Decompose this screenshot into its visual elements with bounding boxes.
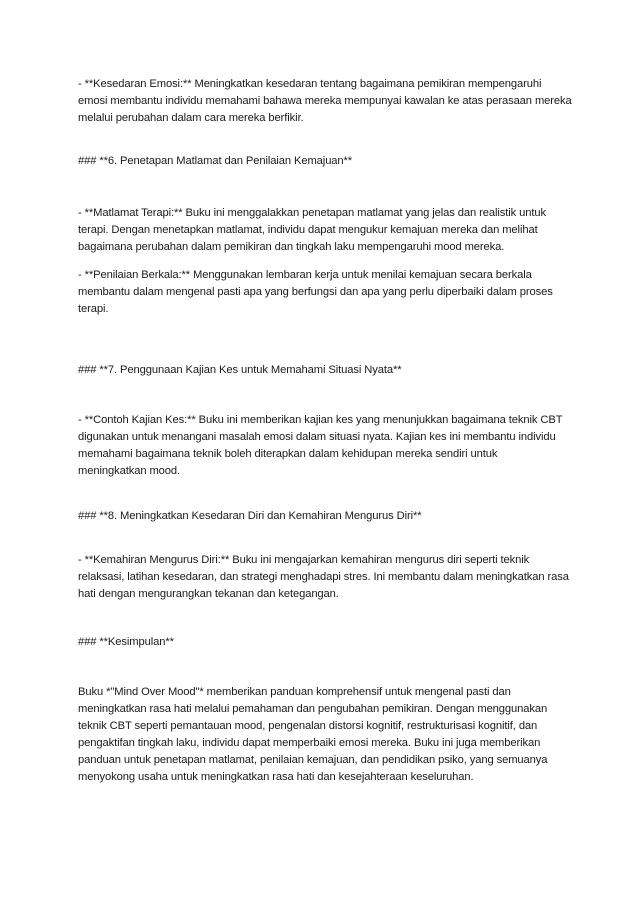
text-line: meningkatkan mood.	[78, 465, 181, 477]
paragraph-kesimpulan	[78, 684, 568, 786]
text-line: - **Kemahiran Mengurus Diri:** Buku ini mengajarkan kemahiran mengurus diri seperti teknik	[78, 554, 530, 566]
text-line: - **Contoh Kajian Kes:** Buku ini memberikan kajian kes yang menunjukkan bagaimana teknik CBT	[78, 414, 563, 426]
text-line: - **Kesedaran Emosi:** Meningkatkan kesedaran tentang bagaimana pemikiran mempengaruhi	[78, 78, 542, 90]
bullet-penilaian-berkala	[78, 267, 568, 318]
heading-section-8	[78, 508, 568, 525]
text-line: - **Matlamat Terapi:** Buku ini menggalakkan penetapan matlamat yang jelas dan realistik untuk	[78, 207, 546, 219]
text-line: emosi membantu individu memahami bahawa mereka mempunyai kawalan ke atas perasaan mereka	[78, 95, 572, 107]
heading-section-7	[78, 362, 568, 379]
text-line: relaksasi, latihan kesedaran, dan strategi menghadapi stres. Ini membantu dalam meningkatkan rasa	[78, 571, 569, 583]
text-line: bagaimana perubahan dalam pemikiran dan tingkah laku mempengaruhi mood mereka.	[78, 241, 505, 253]
heading-text: ### **Kesimpulan**	[78, 636, 174, 648]
text-line: digunakan untuk menangani masalah emosi dalam situasi nyata. Kajian kes ini membantu individu	[78, 431, 556, 443]
text-line: membantu dalam mengenal pasti apa yang berfungsi dan apa yang perlu diperbaiki dalam proses	[78, 286, 553, 298]
bullet-kesedaran-emosi	[78, 76, 572, 127]
text-line: teknik CBT seperti pemantauan mood, pengenalan distorsi kognitif, restrukturisasi kognitif, dan	[78, 720, 538, 732]
bullet-kemahiran-mengurus-diri	[78, 552, 568, 603]
bullet-matlamat-terapi	[78, 205, 568, 256]
text-line: panduan untuk penetapan matlamat, penilaian kemajuan, dan pendidikan psiko, yang semuanya	[78, 754, 548, 766]
text-line: terapi.	[78, 303, 109, 315]
heading-text: ### **8. Meningkatkan Kesedaran Diri dan Kemahiran Mengurus Diri**	[78, 510, 422, 522]
text-line: - **Penilaian Berkala:** Menggunakan lembaran kerja untuk menilai kemajuan secara berkala	[78, 269, 532, 281]
heading-text: ### **6. Penetapan Matlamat dan Penilaian Kemajuan**	[78, 155, 353, 167]
text-line: memahami bagaimana teknik boleh diterapkan dalam kehidupan mereka sendiri untuk	[78, 448, 498, 460]
text-line: menyokong usaha untuk meningkatkan rasa hati dan kesejahteraan keseluruhan.	[78, 771, 474, 783]
text-line: pengaktifan tingkah laku, individu dapat memperbaiki emosi mereka. Buku ini juga memberikan	[78, 737, 541, 749]
heading-text: ### **7. Penggunaan Kajian Kes untuk Memahami Situasi Nyata**	[78, 364, 402, 376]
text-line: hati dengan mengurangkan tekanan dan ketegangan.	[78, 588, 339, 600]
text-line: melalui perubahan dalam cara mereka berfikir.	[78, 112, 304, 124]
heading-kesimpulan	[78, 634, 568, 651]
bullet-contoh-kajian-kes	[78, 412, 568, 480]
heading-section-6	[78, 153, 568, 170]
text-line: meningkatkan rasa hati melalui pemahaman dan pengubahan pemikiran. Dengan menggunakan	[78, 703, 548, 715]
text-line: Buku *"Mind Over Mood"* memberikan panduan komprehensif untuk mengenal pasti dan	[78, 686, 511, 698]
text-line: terapi. Dengan menetapkan matlamat, individu dapat mengukur kemajuan mereka dan melihat	[78, 224, 538, 236]
